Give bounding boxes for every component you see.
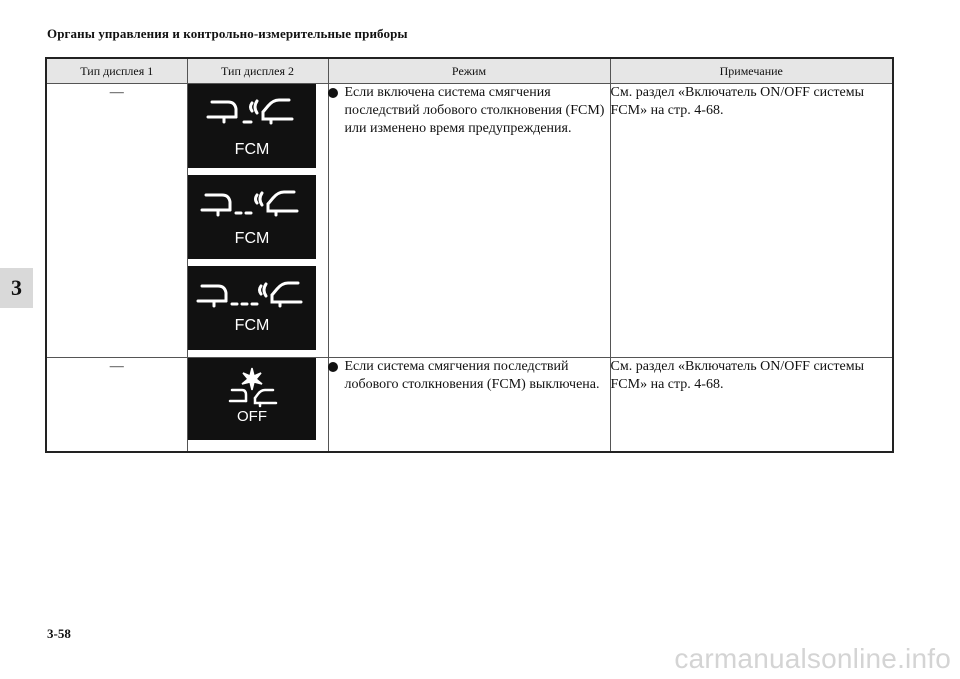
fcm-far-icon bbox=[188, 266, 316, 350]
display2-cell bbox=[187, 358, 328, 452]
page-number: 3-58 bbox=[47, 626, 71, 641]
display1-cell: — bbox=[46, 84, 187, 358]
svg-text:FCM: FCM bbox=[234, 317, 269, 334]
mode-text: Если включена система смягчения последствий лобового столкновения (FCM) или изменено время предупреждения. bbox=[344, 85, 605, 136]
table-row bbox=[46, 84, 893, 358]
fcm-close-icon bbox=[188, 84, 316, 168]
fcm-off-icon bbox=[188, 358, 316, 440]
column-header-display1: Тип дисплея 1 bbox=[46, 58, 187, 84]
chapter-tab: 3 bbox=[0, 268, 33, 308]
watermark-text: carmanualsonline.info bbox=[674, 643, 951, 674]
page-header-title: Органы управления и контрольно-измерительные приборы bbox=[47, 26, 408, 41]
display2-cell bbox=[187, 84, 328, 358]
display1-cell: — bbox=[46, 358, 187, 452]
column-header-display2: Тип дисплея 2 bbox=[187, 58, 328, 84]
bullet-icon bbox=[328, 362, 338, 372]
svg-text:OFF: OFF bbox=[236, 408, 267, 425]
display-table bbox=[45, 57, 894, 453]
svg-text:FCM: FCM bbox=[234, 230, 269, 247]
mode-cell bbox=[328, 358, 610, 452]
column-header-note: Примечание bbox=[610, 58, 893, 84]
mode-text: Если система смягчения последствий лобового столкновения (FCM) выключена. bbox=[344, 359, 600, 392]
mode-cell bbox=[328, 84, 610, 358]
table-header-row bbox=[46, 58, 893, 84]
note-cell: См. раздел «Включатель ON/OFF системы FCM» на стр. 4-68. bbox=[610, 84, 893, 358]
fcm-medium-icon bbox=[188, 175, 316, 259]
bullet-icon bbox=[328, 88, 338, 98]
table-row bbox=[46, 358, 893, 452]
note-cell: См. раздел «Включатель ON/OFF системы FCM» на стр. 4-68. bbox=[610, 358, 893, 452]
svg-text:FCM: FCM bbox=[234, 141, 269, 158]
column-header-mode: Режим bbox=[328, 58, 610, 84]
